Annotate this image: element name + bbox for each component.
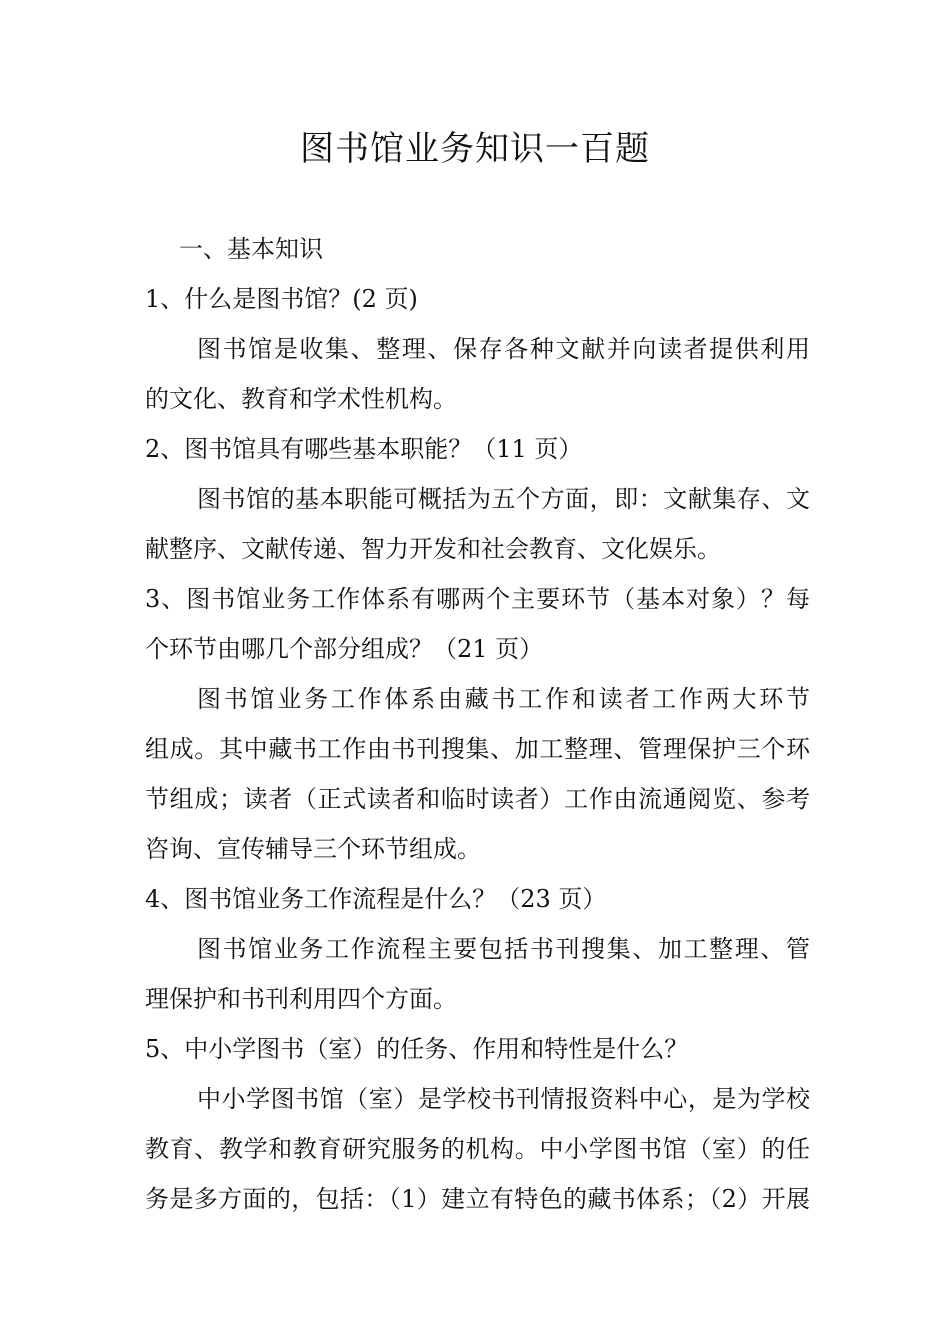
question-2: 2、图书馆具有哪些基本职能？（11 页） — [145, 435, 583, 463]
question-5: 5、中小学图书（室）的任务、作用和特性是什么？ — [145, 1035, 689, 1063]
document-title: 图书馆业务知识一百题 — [300, 129, 650, 169]
answer-5-line-3: 务是多方面的，包括：（1）建立有特色的藏书体系；（2）开展 — [145, 1185, 810, 1213]
answer-4-line-1: 图书馆业务工作流程主要包括书刊搜集、加工整理、管 — [197, 935, 810, 963]
section-heading: 一、基本知识 — [179, 235, 323, 263]
answer-2-line-2: 献整序、文献传递、智力开发和社会教育、文化娱乐。 — [145, 535, 721, 563]
answer-5-line-1: 中小学图书馆（室）是学校书刊情报资料中心，是为学校 — [197, 1085, 810, 1113]
question-4: 4、图书馆业务工作流程是什么？（23 页） — [145, 885, 607, 913]
answer-5-line-2: 教育、教学和教育研究服务的机构。中小学图书馆（室）的任 — [145, 1135, 810, 1163]
answer-1-line-1: 图书馆是收集、整理、保存各种文献并向读者提供利用 — [197, 335, 810, 363]
answer-4-line-2: 理保护和书刊利用四个方面。 — [145, 985, 457, 1013]
answer-3-line-1: 图书馆业务工作体系由藏书工作和读者工作两大环节 — [197, 685, 810, 713]
answer-3-line-3: 节组成；读者（正式读者和临时读者）工作由流通阅览、参考 — [145, 785, 810, 813]
answer-3-line-2: 组成。其中藏书工作由书刊搜集、加工整理、管理保护三个环 — [145, 735, 810, 763]
answer-1-line-2: 的文化、教育和学术性机构。 — [145, 385, 457, 413]
question-3-line-1: 3、图书馆业务工作体系有哪两个主要环节（基本对象）？每 — [145, 585, 810, 613]
answer-2-line-1: 图书馆的基本职能可概括为五个方面，即：文献集存、文 — [197, 485, 810, 513]
question-1: 1、什么是图书馆？(2 页) — [145, 285, 418, 313]
document-body — [145, 224, 810, 1224]
answer-3-line-4: 咨询、宣传辅导三个环节组成。 — [145, 835, 481, 863]
question-3-line-2: 个环节由哪几个部分组成？（21 页） — [145, 635, 544, 663]
